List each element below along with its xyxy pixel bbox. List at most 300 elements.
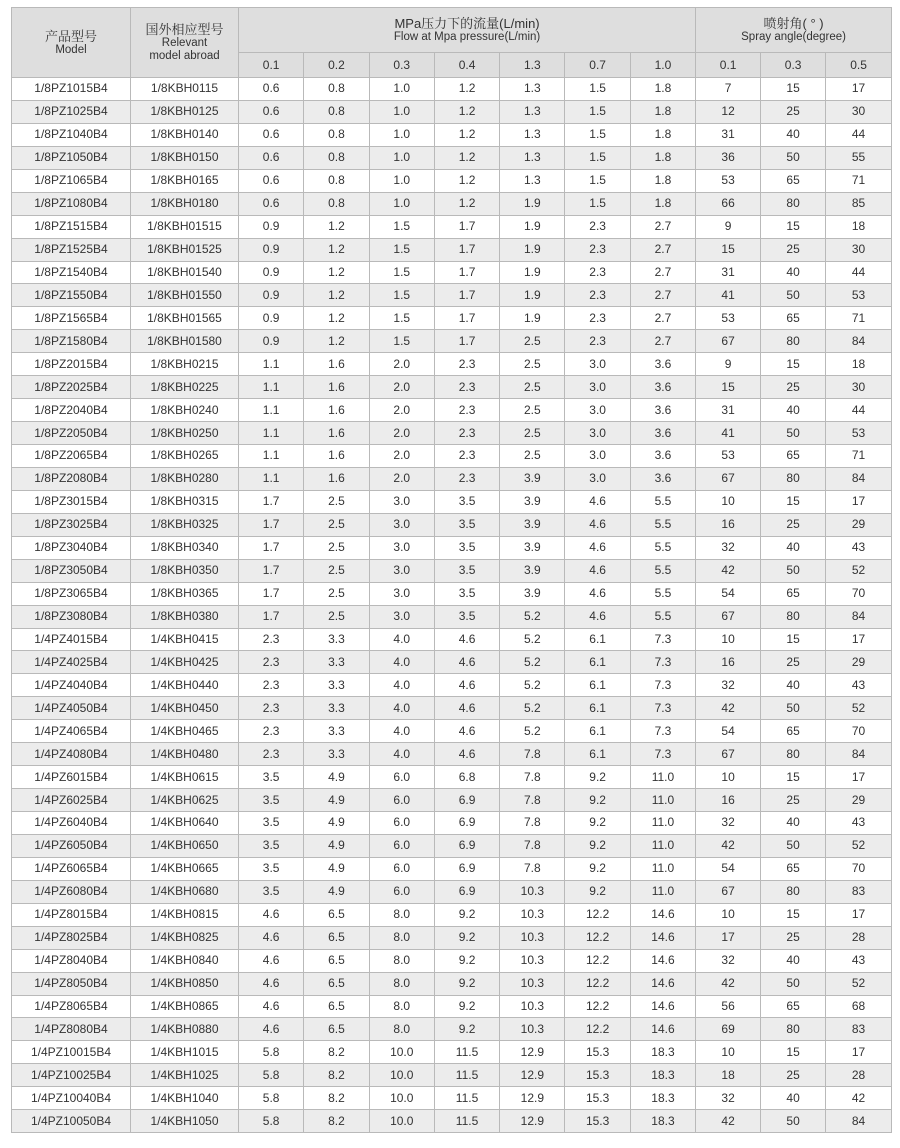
abroad-model-cell: 1/8KBH0180: [131, 192, 239, 215]
table-row: [12, 812, 892, 835]
flow-cell: 4.0: [369, 628, 434, 651]
flow-cell: 11.5: [434, 1064, 499, 1087]
model-cell: 1/8PZ2050B4: [12, 422, 131, 445]
abroad-model-cell: 1/4KBH1050: [131, 1110, 239, 1133]
flow-cell: 2.0: [369, 467, 434, 490]
abroad-model-cell: 1/8KBH0325: [131, 513, 239, 536]
flow-cell: 1.7: [239, 559, 304, 582]
flow-cell: 6.5: [304, 1018, 369, 1041]
flow-cell: 11.0: [630, 812, 695, 835]
flow-cell: 1.2: [304, 261, 369, 284]
model-cell: 1/8PZ1525B4: [12, 238, 131, 261]
table-row: [12, 536, 892, 559]
flow-cell: 2.3: [565, 284, 630, 307]
flow-cell: 10.3: [500, 995, 565, 1018]
model-cell: 1/4PZ6080B4: [12, 880, 131, 903]
flow-cell: 6.8: [434, 766, 499, 789]
flow-cell: 14.6: [630, 1018, 695, 1041]
spray-angle-cell: 53: [826, 284, 892, 307]
flow-cell: 1.6: [304, 376, 369, 399]
nozzle-spec-table: [11, 7, 892, 1133]
spray-angle-cell: 40: [761, 949, 826, 972]
spray-angle-cell: 15: [761, 78, 826, 101]
flow-cell: 1.7: [239, 513, 304, 536]
flow-cell: 2.3: [434, 467, 499, 490]
flow-pressure-header: 0.7: [565, 53, 630, 78]
model-cell: 1/8PZ2015B4: [12, 353, 131, 376]
flow-cell: 2.7: [630, 261, 695, 284]
spray-angle-cell: 10: [696, 628, 761, 651]
spray-angle-cell: 50: [761, 284, 826, 307]
model-cell: 1/8PZ2065B4: [12, 445, 131, 468]
flow-cell: 2.7: [630, 307, 695, 330]
flow-cell: 3.5: [434, 559, 499, 582]
spray-angle-cell: 80: [761, 605, 826, 628]
flow-cell: 8.2: [304, 1064, 369, 1087]
abroad-model-cell: 1/4KBH0440: [131, 674, 239, 697]
flow-cell: 3.0: [369, 536, 434, 559]
abroad-model-cell: 1/4KBH0840: [131, 949, 239, 972]
table-row: [12, 1087, 892, 1110]
flow-cell: 2.3: [239, 697, 304, 720]
flow-cell: 12.2: [565, 972, 630, 995]
spray-angle-cell: 50: [761, 559, 826, 582]
spray-angle-cell: 44: [826, 399, 892, 422]
model-cell: 1/8PZ3080B4: [12, 605, 131, 628]
spray-angle-cell: 30: [826, 238, 892, 261]
flow-cell: 10.3: [500, 949, 565, 972]
spray-angle-cell: 67: [696, 467, 761, 490]
spray-angle-cell: 65: [761, 307, 826, 330]
flow-cell: 9.2: [565, 880, 630, 903]
flow-cell: 1.1: [239, 376, 304, 399]
spray-header-en: Spray angle(degree): [741, 31, 846, 43]
flow-cell: 3.6: [630, 445, 695, 468]
flow-cell: 8.0: [369, 949, 434, 972]
spray-angle-cell: 15: [761, 903, 826, 926]
flow-cell: 4.9: [304, 880, 369, 903]
flow-cell: 4.6: [239, 926, 304, 949]
abroad-model-column-header: [131, 8, 239, 78]
flow-cell: 12.9: [500, 1041, 565, 1064]
spray-angle-cell: 70: [826, 857, 892, 880]
flow-cell: 1.7: [434, 261, 499, 284]
model-cell: 1/8PZ1065B4: [12, 169, 131, 192]
model-cell: 1/8PZ1050B4: [12, 146, 131, 169]
model-cell: 1/4PZ4080B4: [12, 743, 131, 766]
flow-cell: 11.5: [434, 1110, 499, 1133]
flow-cell: 1.2: [304, 215, 369, 238]
flow-cell: 10.3: [500, 880, 565, 903]
abroad-model-cell: 1/4KBH0650: [131, 834, 239, 857]
flow-pressure-header: 0.2: [304, 53, 369, 78]
flow-cell: 3.5: [239, 834, 304, 857]
flow-cell: 11.5: [434, 1087, 499, 1110]
table-row: [12, 880, 892, 903]
spray-angle-cell: 65: [761, 169, 826, 192]
flow-cell: 1.5: [565, 146, 630, 169]
flow-cell: 6.9: [434, 789, 499, 812]
abroad-header-cn: 国外相应型号: [145, 22, 224, 37]
table-row: [12, 100, 892, 123]
flow-cell: 6.9: [434, 857, 499, 880]
flow-cell: 1.6: [304, 467, 369, 490]
spray-angle-cell: 41: [696, 284, 761, 307]
spray-angle-cell: 40: [761, 1087, 826, 1110]
spray-angle-cell: 17: [826, 1041, 892, 1064]
spray-angle-cell: 10: [696, 903, 761, 926]
flow-cell: 7.3: [630, 628, 695, 651]
flow-cell: 3.3: [304, 697, 369, 720]
flow-cell: 3.5: [434, 536, 499, 559]
flow-cell: 1.5: [565, 192, 630, 215]
spray-angle-cell: 44: [826, 123, 892, 146]
flow-cell: 12.9: [500, 1087, 565, 1110]
abroad-model-cell: 1/4KBH0465: [131, 720, 239, 743]
spray-angle-cell: 67: [696, 880, 761, 903]
flow-cell: 14.6: [630, 972, 695, 995]
flow-cell: 4.6: [239, 903, 304, 926]
table-row: [12, 467, 892, 490]
flow-pressure-header: 0.4: [434, 53, 499, 78]
flow-cell: 3.0: [369, 490, 434, 513]
flow-cell: 1.2: [304, 330, 369, 353]
flow-cell: 3.0: [565, 399, 630, 422]
flow-cell: 9.2: [565, 857, 630, 880]
flow-cell: 2.3: [565, 330, 630, 353]
model-cell: 1/4PZ4065B4: [12, 720, 131, 743]
spray-angle-cell: 52: [826, 697, 892, 720]
flow-cell: 4.6: [239, 949, 304, 972]
flow-cell: 3.5: [239, 857, 304, 880]
flow-cell: 10.3: [500, 903, 565, 926]
flow-cell: 8.2: [304, 1110, 369, 1133]
spray-angle-cell: 71: [826, 307, 892, 330]
model-cell: 1/4PZ8025B4: [12, 926, 131, 949]
flow-cell: 6.1: [565, 674, 630, 697]
flow-cell: 5.2: [500, 697, 565, 720]
flow-cell: 2.5: [500, 445, 565, 468]
spray-angle-cell: 16: [696, 789, 761, 812]
flow-cell: 6.0: [369, 789, 434, 812]
flow-header-cn: MPa压力下的流量(L/min): [394, 16, 540, 31]
table-row: [12, 926, 892, 949]
flow-cell: 6.0: [369, 857, 434, 880]
flow-cell: 6.0: [369, 880, 434, 903]
flow-cell: 0.6: [239, 146, 304, 169]
flow-cell: 3.6: [630, 422, 695, 445]
flow-cell: 10.0: [369, 1064, 434, 1087]
table-row: [12, 697, 892, 720]
flow-cell: 2.0: [369, 399, 434, 422]
spray-angle-cell: 71: [826, 445, 892, 468]
flow-cell: 2.5: [500, 376, 565, 399]
flow-cell: 9.2: [434, 1018, 499, 1041]
abroad-model-cell: 1/4KBH0665: [131, 857, 239, 880]
model-cell: 1/4PZ8040B4: [12, 949, 131, 972]
abroad-model-cell: 1/4KBH0680: [131, 880, 239, 903]
flow-cell: 4.6: [239, 995, 304, 1018]
flow-cell: 8.0: [369, 995, 434, 1018]
flow-cell: 4.6: [434, 674, 499, 697]
model-cell: 1/4PZ6015B4: [12, 766, 131, 789]
spray-angle-cell: 85: [826, 192, 892, 215]
flow-cell: 1.2: [434, 169, 499, 192]
table-row: [12, 169, 892, 192]
flow-cell: 1.1: [239, 467, 304, 490]
flow-cell: 2.5: [304, 490, 369, 513]
model-cell: 1/8PZ2025B4: [12, 376, 131, 399]
model-cell: 1/4PZ10025B4: [12, 1064, 131, 1087]
table-row: [12, 628, 892, 651]
flow-cell: 1.2: [304, 238, 369, 261]
flow-cell: 6.1: [565, 720, 630, 743]
flow-cell: 1.8: [630, 169, 695, 192]
spray-angle-cell: 54: [696, 582, 761, 605]
flow-header-en: Flow at Mpa pressure(L/min): [393, 31, 541, 43]
flow-cell: 1.8: [630, 123, 695, 146]
flow-cell: 1.2: [434, 100, 499, 123]
flow-cell: 9.2: [565, 766, 630, 789]
flow-cell: 1.1: [239, 399, 304, 422]
spray-angle-cell: 29: [826, 789, 892, 812]
abroad-model-cell: 1/4KBH0880: [131, 1018, 239, 1041]
flow-cell: 2.7: [630, 284, 695, 307]
flow-pressure-header: 0.3: [369, 53, 434, 78]
spray-angle-cell: 40: [761, 261, 826, 284]
flow-cell: 15.3: [565, 1110, 630, 1133]
flow-cell: 1.2: [434, 123, 499, 146]
abroad-model-cell: 1/8KBH0165: [131, 169, 239, 192]
spray-angle-cell: 56: [696, 995, 761, 1018]
flow-cell: 2.5: [304, 582, 369, 605]
model-cell: 1/8PZ2080B4: [12, 467, 131, 490]
flow-cell: 0.8: [304, 192, 369, 215]
model-cell: 1/8PZ1040B4: [12, 123, 131, 146]
flow-cell: 12.2: [565, 1018, 630, 1041]
spray-angle-cell: 17: [826, 78, 892, 101]
spray-angle-cell: 10: [696, 1041, 761, 1064]
spray-angle-cell: 31: [696, 123, 761, 146]
spray-angle-cell: 15: [761, 766, 826, 789]
model-cell: 1/8PZ3065B4: [12, 582, 131, 605]
abroad-model-cell: 1/4KBH0450: [131, 697, 239, 720]
abroad-model-cell: 1/8KBH0140: [131, 123, 239, 146]
flow-cell: 0.9: [239, 307, 304, 330]
abroad-model-cell: 1/4KBH0480: [131, 743, 239, 766]
spray-angle-cell: 29: [826, 651, 892, 674]
flow-cell: 11.0: [630, 880, 695, 903]
model-cell: 1/8PZ1025B4: [12, 100, 131, 123]
table-row: [12, 995, 892, 1018]
flow-cell: 9.2: [434, 903, 499, 926]
flow-cell: 6.0: [369, 766, 434, 789]
model-cell: 1/4PZ8080B4: [12, 1018, 131, 1041]
model-column-header: [12, 8, 131, 78]
flow-cell: 7.8: [500, 812, 565, 835]
flow-cell: 1.6: [304, 399, 369, 422]
flow-cell: 11.0: [630, 857, 695, 880]
flow-cell: 2.3: [565, 215, 630, 238]
flow-cell: 1.2: [434, 192, 499, 215]
spray-angle-cell: 15: [696, 376, 761, 399]
model-cell: 1/8PZ3050B4: [12, 559, 131, 582]
flow-cell: 3.3: [304, 628, 369, 651]
flow-cell: 2.3: [434, 422, 499, 445]
abroad-model-cell: 1/8KBH0240: [131, 399, 239, 422]
spray-angle-cell: 70: [826, 582, 892, 605]
flow-cell: 1.6: [304, 445, 369, 468]
spray-angle-cell: 43: [826, 674, 892, 697]
flow-cell: 2.7: [630, 238, 695, 261]
spray-angle-cell: 15: [761, 490, 826, 513]
spray-angle-cell: 15: [761, 628, 826, 651]
spray-angle-cell: 30: [826, 376, 892, 399]
flow-cell: 4.0: [369, 651, 434, 674]
abroad-model-cell: 1/8KBH0265: [131, 445, 239, 468]
table-row: [12, 146, 892, 169]
flow-cell: 4.6: [434, 651, 499, 674]
spray-angle-cell: 25: [761, 100, 826, 123]
flow-cell: 4.6: [565, 536, 630, 559]
spray-angle-cell: 53: [826, 422, 892, 445]
model-cell: 1/4PZ6065B4: [12, 857, 131, 880]
flow-pressure-header: 1.3: [500, 53, 565, 78]
spray-angle-cell: 32: [696, 1087, 761, 1110]
flow-cell: 1.3: [500, 100, 565, 123]
flow-cell: 3.5: [434, 513, 499, 536]
flow-cell: 6.1: [565, 628, 630, 651]
flow-cell: 2.0: [369, 445, 434, 468]
flow-cell: 3.5: [239, 812, 304, 835]
spray-angle-cell: 10: [696, 766, 761, 789]
abroad-model-cell: 1/8KBH0215: [131, 353, 239, 376]
table-row: [12, 582, 892, 605]
flow-cell: 0.9: [239, 284, 304, 307]
spray-angle-cell: 80: [761, 743, 826, 766]
flow-cell: 1.9: [500, 238, 565, 261]
table-row: [12, 1110, 892, 1133]
flow-cell: 2.5: [304, 605, 369, 628]
flow-cell: 1.1: [239, 353, 304, 376]
spray-angle-cell: 17: [826, 903, 892, 926]
flow-cell: 1.5: [565, 169, 630, 192]
table-row: [12, 422, 892, 445]
flow-cell: 12.2: [565, 926, 630, 949]
abroad-model-cell: 1/4KBH0850: [131, 972, 239, 995]
spray-angle-cell: 40: [761, 812, 826, 835]
flow-cell: 12.2: [565, 995, 630, 1018]
table-row: [12, 307, 892, 330]
spray-angle-cell: 69: [696, 1018, 761, 1041]
table-row: [12, 399, 892, 422]
flow-cell: 1.5: [369, 330, 434, 353]
flow-cell: 7.8: [500, 766, 565, 789]
abroad-model-cell: 1/4KBH0825: [131, 926, 239, 949]
spray-angle-cell: 50: [761, 697, 826, 720]
spray-angle-cell: 65: [761, 857, 826, 880]
table-body: [12, 78, 892, 1133]
flow-cell: 0.8: [304, 123, 369, 146]
flow-cell: 5.5: [630, 582, 695, 605]
flow-cell: 1.0: [369, 192, 434, 215]
flow-cell: 1.9: [500, 307, 565, 330]
nozzle-spec-table-wrapper: [11, 7, 891, 1133]
flow-cell: 3.3: [304, 651, 369, 674]
flow-pressure-header: 1.0: [630, 53, 695, 78]
abroad-header-en-1: Relevant: [161, 37, 208, 49]
flow-cell: 5.8: [239, 1087, 304, 1110]
spray-angle-cell: 43: [826, 949, 892, 972]
flow-cell: 4.6: [434, 743, 499, 766]
abroad-model-cell: 1/8KBH0315: [131, 490, 239, 513]
flow-cell: 6.5: [304, 995, 369, 1018]
flow-cell: 1.3: [500, 146, 565, 169]
flow-cell: 15.3: [565, 1087, 630, 1110]
flow-cell: 14.6: [630, 995, 695, 1018]
flow-cell: 6.9: [434, 834, 499, 857]
flow-cell: 4.0: [369, 697, 434, 720]
flow-cell: 1.8: [630, 192, 695, 215]
model-cell: 1/4PZ6050B4: [12, 834, 131, 857]
model-cell: 1/8PZ1080B4: [12, 192, 131, 215]
flow-cell: 3.9: [500, 582, 565, 605]
flow-cell: 9.2: [434, 949, 499, 972]
flow-cell: 1.5: [369, 215, 434, 238]
flow-cell: 10.0: [369, 1087, 434, 1110]
flow-cell: 0.8: [304, 100, 369, 123]
spray-angle-cell: 7: [696, 78, 761, 101]
model-cell: 1/8PZ1515B4: [12, 215, 131, 238]
flow-cell: 3.6: [630, 399, 695, 422]
spray-angle-cell: 31: [696, 399, 761, 422]
model-cell: 1/4PZ8015B4: [12, 903, 131, 926]
spray-angle-cell: 65: [761, 582, 826, 605]
flow-pressure-header: 0.1: [239, 53, 304, 78]
flow-cell: 4.6: [565, 490, 630, 513]
flow-cell: 11.5: [434, 1041, 499, 1064]
flow-cell: 18.3: [630, 1110, 695, 1133]
spray-angle-cell: 80: [761, 192, 826, 215]
spray-angle-cell: 67: [696, 605, 761, 628]
flow-cell: 2.7: [630, 330, 695, 353]
flow-cell: 1.7: [239, 605, 304, 628]
flow-cell: 5.5: [630, 513, 695, 536]
flow-cell: 2.5: [500, 422, 565, 445]
flow-cell: 3.3: [304, 674, 369, 697]
flow-cell: 6.5: [304, 926, 369, 949]
spray-angle-group-header: [696, 8, 892, 53]
flow-cell: 0.8: [304, 169, 369, 192]
flow-cell: 11.0: [630, 789, 695, 812]
flow-cell: 11.0: [630, 766, 695, 789]
flow-cell: 2.5: [304, 559, 369, 582]
flow-cell: 14.6: [630, 926, 695, 949]
flow-cell: 1.0: [369, 78, 434, 101]
flow-cell: 1.3: [500, 123, 565, 146]
flow-cell: 1.5: [565, 100, 630, 123]
flow-cell: 1.0: [369, 146, 434, 169]
flow-cell: 1.6: [304, 422, 369, 445]
abroad-model-cell: 1/8KBH0340: [131, 536, 239, 559]
flow-cell: 15.3: [565, 1041, 630, 1064]
flow-cell: 2.5: [500, 353, 565, 376]
spray-angle-cell: 70: [826, 720, 892, 743]
model-cell: 1/4PZ10040B4: [12, 1087, 131, 1110]
flow-cell: 8.0: [369, 926, 434, 949]
flow-cell: 2.3: [565, 238, 630, 261]
spray-angle-cell: 25: [761, 513, 826, 536]
